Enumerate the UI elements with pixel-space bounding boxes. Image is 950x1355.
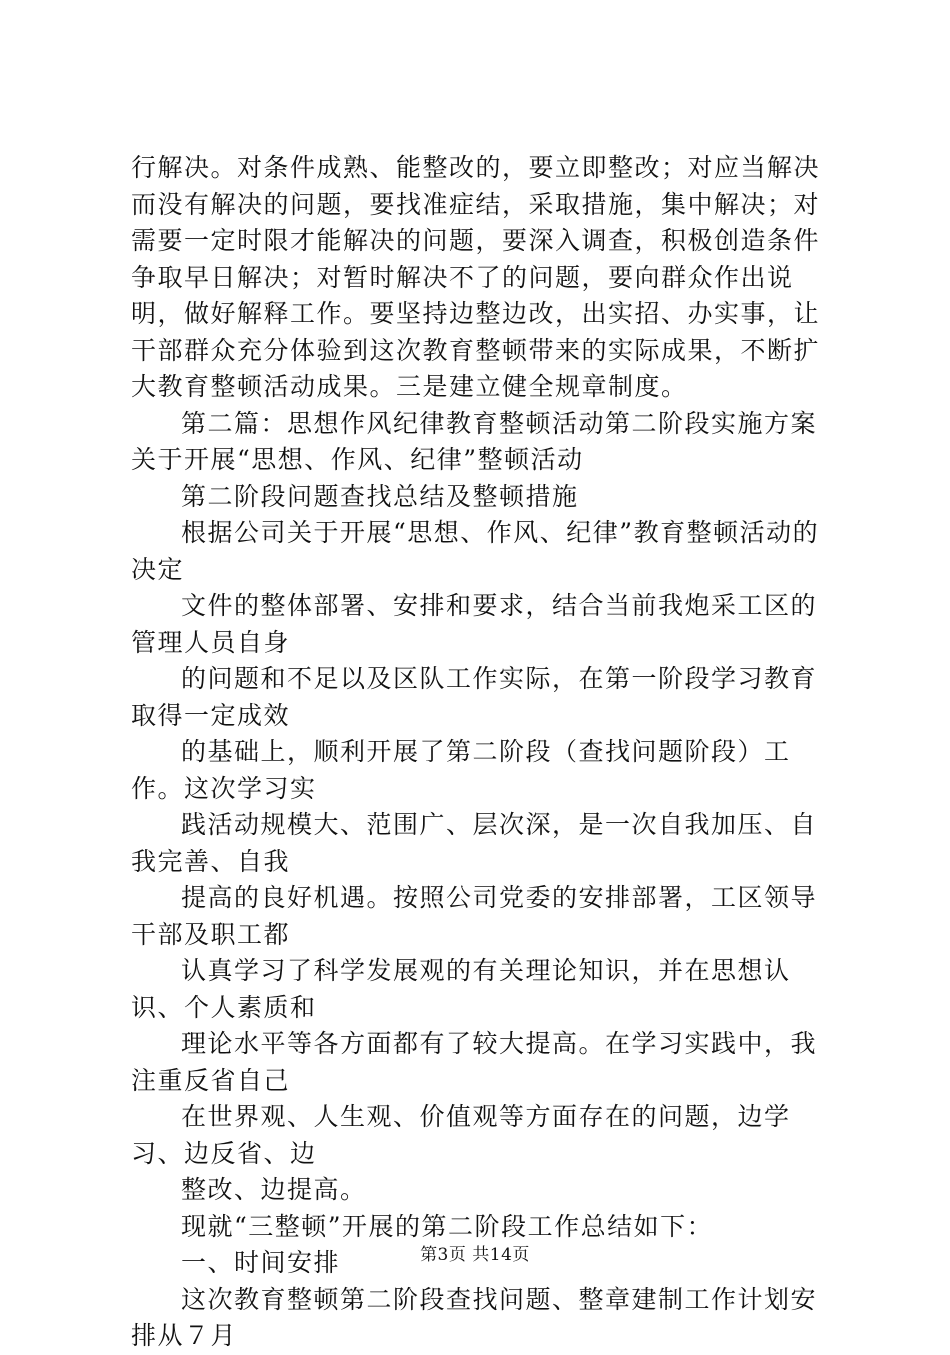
paragraph-6: 的问题和不足以及区队工作实际，在第一阶段学习教育取得一定成效	[131, 664, 818, 730]
paragraph-3: 第二阶段问题查找总结及整顿措施	[181, 481, 579, 511]
paragraph-13: 整改、边提高。	[181, 1175, 367, 1204]
paragraph-4: 根据公司关于开展“思想、作风、纪律”教育整顿活动的决定	[131, 518, 820, 584]
paragraph-9: 提高的良好机遇。按照公司党委的安排部署，工区领导干部及职工都	[131, 883, 818, 949]
paragraph-12: 在世界观、人生观、价值观等方面存在的问题，边学习、边反省、边	[131, 1102, 791, 1168]
paragraph-1: 行解决。对条件成熟、能整改的，要立即整改；对应当解决而没有解决的问题，要找准症结，采取措施，集中解决；对需要一定时限才能解决的问题，要深入调查，积极创造条件争取早日解决；对暂时解决不了的问题，要向群众作出说明，做好解释工作。要坚持边整边改，出实招、办实事，让干部群众充分体验到这次教育整顿带来的实际成果，不断扩大教育整顿活动成果。三是建立健全规章制度。	[131, 153, 821, 401]
paragraph-2: 第二篇：思想作风纪律教育整顿活动第二阶段实施方案关于开展“思想、作风、纪律”整顿活动	[131, 408, 818, 474]
page-number-footer: 第3页 共14页	[420, 1245, 530, 1265]
paragraph-14: 现就“三整顿”开展的第二阶段工作总结如下：	[181, 1211, 714, 1241]
paragraph-7: 的基础上，顺利开展了第二阶段（查找问题阶段）工作。这次学习实	[131, 737, 791, 803]
paragraph-15: 一、时间安排	[181, 1248, 341, 1277]
document-body	[131, 150, 836, 1355]
paragraph-11: 理论水平等各方面都有了较大提高。在学习实践中，我注重反省自己	[131, 1029, 818, 1095]
paragraph-5: 文件的整体部署、安排和要求，结合当前我炮采工区的管理人员自身	[131, 591, 818, 657]
paragraph-16: 这次教育整顿第二阶段查找问题、整章建制工作计划安排从７月	[131, 1284, 818, 1350]
paragraph-10: 认真学习了科学发展观的有关理论知识，并在思想认识、个人素质和	[131, 956, 791, 1022]
paragraph-8: 践活动规模大、范围广、层次深，是一次自我加压、自我完善、自我	[131, 810, 818, 876]
